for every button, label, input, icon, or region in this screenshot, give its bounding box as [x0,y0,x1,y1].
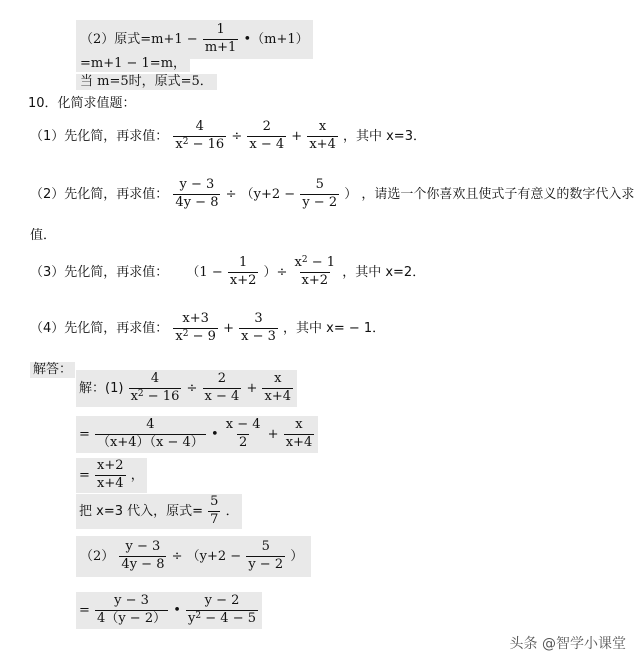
fraction [208,495,220,528]
fraction [307,120,338,153]
fraction [246,540,285,573]
fraction [95,459,126,492]
problem-2 [30,178,634,211]
denominator: x+4 [264,388,291,404]
operator: ÷ [231,128,243,144]
problem-suffix: ，请选一个你喜欢且使式子有意义的数字代入求 [361,186,635,202]
problem-suffix: ，其中 x=3． [342,128,426,144]
fraction [228,256,259,289]
fraction [173,312,218,345]
text: （2）原式=m+1 − [80,31,198,47]
denominator: x+2 [301,272,329,288]
fraction [239,312,278,345]
answer-step-2 [76,416,318,453]
fraction [203,372,242,405]
answer-step-6 [76,592,262,629]
answer-step-1 [76,370,297,407]
operator: + [291,128,303,144]
den-base: x [175,328,183,344]
answer-step-4 [76,494,242,529]
exponent: 2 [195,610,202,621]
numerator: 5 [315,177,324,192]
denominator: x+2 [229,272,257,288]
numerator: 2 [262,119,271,134]
num-rest: − 1 [307,255,336,270]
denominator: x+4 [309,136,336,152]
denominator [129,388,182,405]
numerator: x+2 [97,458,124,473]
text: ） [290,548,304,564]
den-base: x [175,136,183,152]
den-rest: − 4 − 5 [201,610,256,626]
denominator: 4y − 8 [175,194,219,210]
problem-3 [30,256,425,289]
denominator: 2 [239,434,248,450]
denominator: y − 2 [248,556,284,572]
fraction [95,594,168,627]
den-base: y [188,610,196,626]
denominator: x − 3 [241,328,276,344]
text: ． [225,503,239,519]
problem-suffix: ，其中 x= − 1． [283,320,386,336]
denominator: x+4 [285,434,313,450]
denominator: y − 2 [302,194,338,210]
denominator: 7 [210,511,219,527]
answer-step-5 [76,536,311,577]
fraction [224,418,263,451]
numerator: 5 [261,539,270,554]
denominator: x+4 [97,475,124,491]
numerator: y − 3 [125,539,161,554]
equals: = [79,602,90,618]
denominator: 4（y − 2） [97,610,167,626]
fraction [247,120,286,153]
numerator: 4 [150,371,160,386]
problem-suffix: ，其中 x=2． [342,264,426,280]
step-prefix: 解：(1) [79,380,124,396]
fraction [203,23,239,56]
fraction [129,372,182,405]
numerator: x+3 [182,311,209,326]
answer-label: 解答： [30,362,75,378]
solution-line-2: =m+1 − 1=m， [76,56,190,72]
text: ÷ （y+2 − [171,548,242,564]
den-rest: − 9 [188,328,216,344]
watermark: 头条 @智学小课堂 [509,636,626,652]
fraction [186,594,258,627]
question-heading: 10．化简求值题： [28,96,136,111]
numerator [293,256,338,272]
fraction [173,178,220,211]
denominator [186,610,258,627]
exponent: 2 [301,255,308,265]
problem-prefix: （2）先化简，再求值： [30,186,169,202]
den-base: x [130,388,138,404]
den-rest: − 16 [188,136,225,152]
den-rest: − 16 [143,388,180,404]
equals: = [79,467,90,483]
denominator: m+1 [204,39,237,55]
numerator: y − 3 [114,593,149,608]
operator: • [210,426,219,442]
operator: • [173,602,181,618]
step-prefix: 把 x=3 代入，原式= [79,503,204,519]
solution-line-1 [76,20,313,59]
exponent: 2 [137,388,144,399]
text: ）÷ [263,264,288,280]
fraction [284,418,315,451]
fraction [300,178,339,211]
denominator [173,136,226,153]
problem-prefix: （4）先化简，再求值： [30,320,169,336]
denominator: x − 4 [204,388,240,404]
text: •（m+1） [243,31,309,47]
operator: ÷ [186,380,198,396]
numerator: 4 [195,119,204,134]
numerator: 4 [146,417,155,432]
text: ） [344,186,358,202]
problem-2-continuation: 值． [30,228,57,243]
denominator: 4y − 8 [121,556,165,572]
fraction [173,120,226,153]
fraction [119,540,166,573]
denominator [173,328,218,345]
text: ÷ （y+2 − [225,186,296,202]
text: ， [130,467,144,483]
problem-1 [30,120,426,153]
problem-4 [30,312,385,345]
numerator: 5 [210,494,219,509]
numerator: x [274,371,282,386]
fraction [95,418,206,451]
numerator: y − 3 [179,177,215,192]
num-base: x [294,255,302,270]
fraction [262,372,293,405]
exponent: 2 [182,328,189,339]
numerator: 2 [217,371,227,386]
answer-step-3 [76,458,147,493]
denominator: x − 4 [249,136,285,152]
fraction [293,256,338,289]
numerator: x [295,417,303,432]
equals: = [79,426,90,442]
numerator: x − 4 [225,417,261,432]
denominator: （x+4）（x − 4） [97,434,204,450]
numerator: 3 [254,311,263,326]
numerator: 1 [238,255,248,270]
numerator: y − 2 [204,593,240,608]
step-prefix: （2） [80,548,115,564]
problem-prefix: （3）先化简，再求值： [30,264,169,280]
numerator: 1 [216,22,225,37]
operator: + [223,320,234,336]
exponent: 2 [182,136,189,147]
problem-prefix: （1）先化简，再求值： [30,128,169,144]
operator: + [246,380,258,396]
solution-line-3: 当 m=5时，原式=5． [76,74,217,90]
operator: + [267,426,279,442]
text: （1 − [186,264,223,280]
numerator: x [318,119,327,134]
